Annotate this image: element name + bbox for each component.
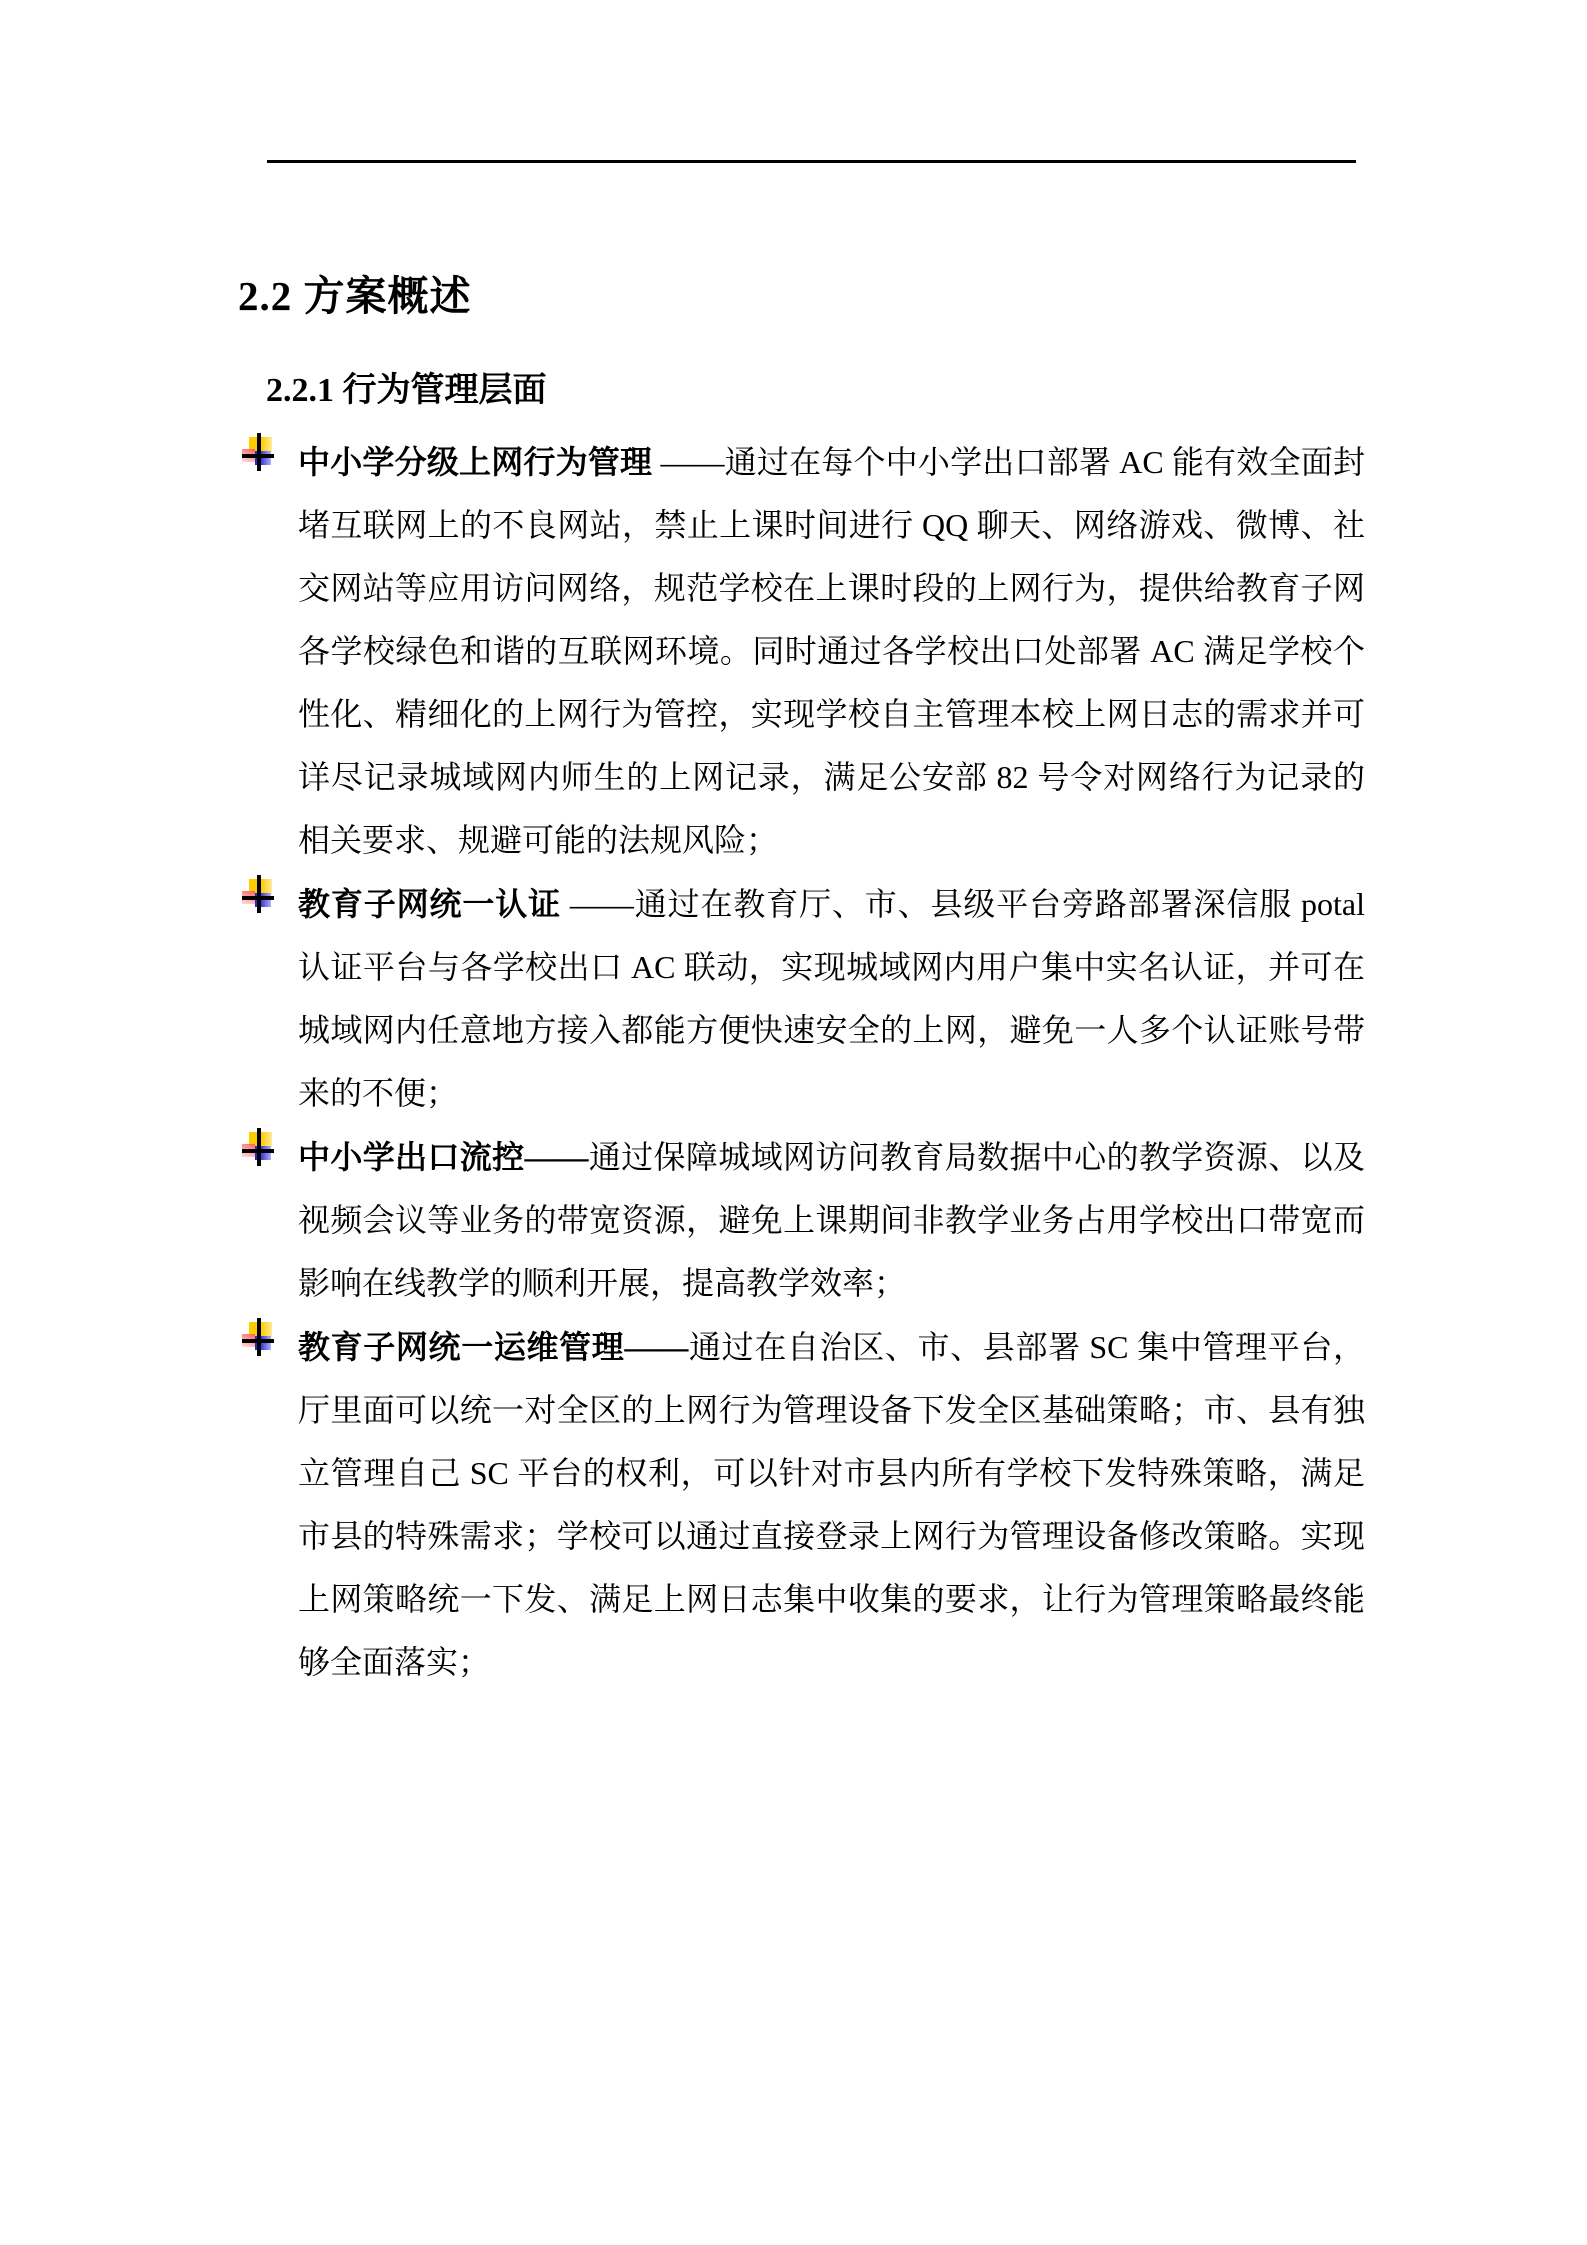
- bullet-list: [298, 431, 1365, 1695]
- bullet-item-unified-operations-management: [298, 1316, 1365, 1694]
- bullet-body: ——通过在教育厅、市、县级平台旁路部署深信服 potal 认证平台与各学校出口 AC 联动，实现城域网内用户集中实名认证，并可在城域网内任意地方接入都能方便快速安全的上网，避免一人多个认证账号带来的不便；: [298, 886, 1365, 1111]
- colored-cross-bullet-icon: [242, 433, 276, 473]
- bullet-item-export-flow-control: [298, 1126, 1365, 1315]
- bullet-item-unified-authentication: [298, 873, 1365, 1125]
- bullet-item-graded-behavior-management: [298, 431, 1365, 872]
- bullet-body: 通过在自治区、市、县部署 SC 集中管理平台，厅里面可以统一对全区的上网行为管理设备下发全区基础策略；市、县有独立管理自己 SC 平台的权利，可以针对市县内所有学校下发特殊策略，满足市县的特殊需求；学校可以通过直接登录上网行为管理设备修改策略。实现上网策略统一下发、满足上网日志集中收集的要求，让行为管理策略最终能够全面落实；: [298, 1329, 1365, 1680]
- colored-cross-bullet-icon: [242, 875, 276, 915]
- colored-cross-bullet-icon: [242, 1128, 276, 1168]
- bullet-body: 通过保障城域网访问教育局数据中心的教学资源、以及视频会议等业务的带宽资源，避免上课期间非教学业务占用学校出口带宽而影响在线教学的顺利开展，提高教学效率；: [298, 1139, 1365, 1301]
- bullet-term: 中小学出口流控——: [298, 1139, 589, 1175]
- bullet-body: ——通过在每个中小学出口部署 AC 能有效全面封堵互联网上的不良网站，禁止上课时间进行 QQ 聊天、网络游戏、微博、社交网站等应用访问网络，规范学校在上课时段的上网行为，提供给教育子网各学校绿色和谐的互联网环境。同时通过各学校出口处部署 AC 满足学校个性化、精细化的上网行为管控，实现学校自主管理本校上网日志的需求并可详尽记录城域网内师生的上网记录，满足公安部 82 号令对网络行为记录的相关要求、规避可能的法规风险；: [298, 444, 1365, 858]
- section-title: 2.2 方案概述: [238, 273, 472, 320]
- colored-cross-bullet-icon: [242, 1318, 276, 1358]
- header-rule: [267, 160, 1356, 163]
- bullet-term: 教育子网统一认证: [298, 886, 570, 922]
- bullet-term: 中小学分级上网行为管理: [298, 444, 661, 480]
- bullet-term: 教育子网统一运维管理——: [298, 1329, 689, 1365]
- subsection-title: 2.2.1 行为管理层面: [266, 372, 547, 410]
